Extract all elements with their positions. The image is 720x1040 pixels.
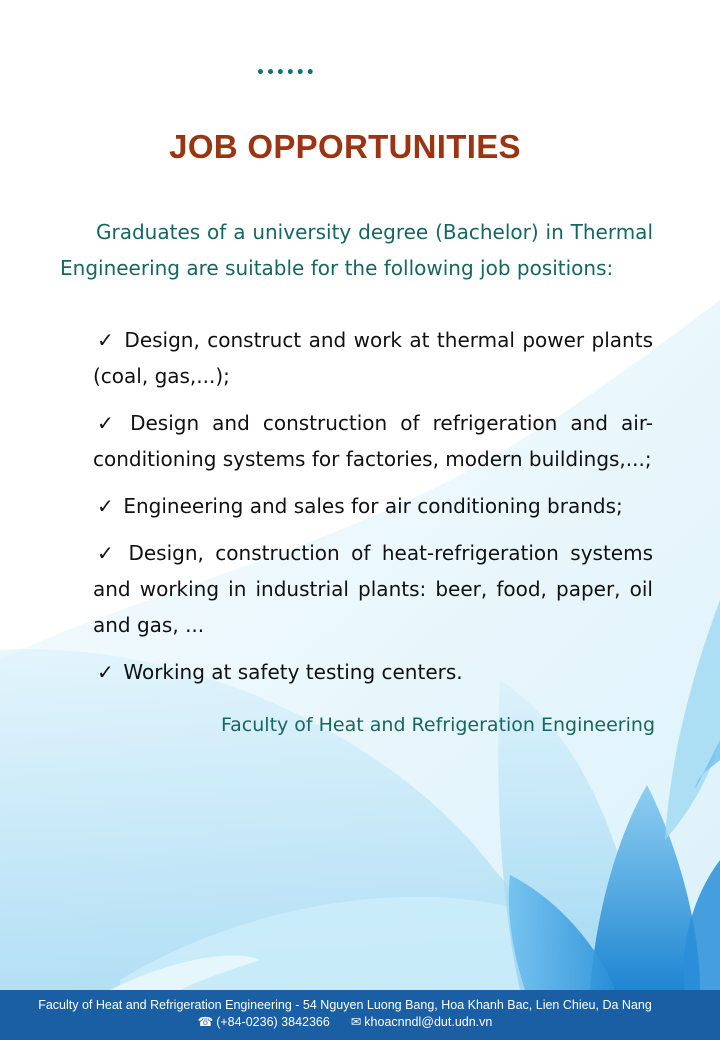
list-item (93, 654, 653, 690)
job-text: Design and construction of refrigeration and air-conditioning systems for factories, modern buildings,...; (93, 411, 654, 471)
check-icon: ✓ (97, 328, 114, 352)
list-item (93, 405, 653, 477)
footer-address: Faculty of Heat and Refrigeration Engineering - 54 Nguyen Luong Bang, Hoa Khanh Bac, Lien Chieu, Da Nang (38, 998, 652, 1012)
footer-bar (0, 990, 720, 1040)
list-item (93, 488, 653, 524)
job-text: Engineering and sales for air conditioning brands; (123, 494, 623, 518)
faculty-signature: Faculty of Heat and Refrigeration Engineering (220, 714, 655, 736)
phone-icon: ☎ (197, 1015, 214, 1029)
job-text: Working at safety testing centers. (123, 660, 463, 684)
check-icon: ✓ (97, 660, 114, 684)
page-title: JOB OPPORTUNITIES (169, 128, 521, 165)
decorative-dots: •••••• (256, 65, 316, 81)
list-item (93, 322, 653, 394)
check-icon: ✓ (97, 411, 114, 435)
footer-phone[interactable]: (+84-0236) 3842366 (216, 1015, 330, 1029)
footer-contact (0, 1014, 690, 1029)
list-item (93, 535, 653, 643)
email-icon: ✉ (350, 1015, 362, 1029)
intro-paragraph: Graduates of a university degree (Bachelor) in Thermal Engineering are suitable for the following job positions: (60, 220, 653, 280)
check-icon: ✓ (97, 541, 114, 565)
footer-email[interactable]: khoacnndl@dut.udn.vn (364, 1015, 493, 1029)
job-text: Design, construct and work at thermal power plants (coal, gas,...); (93, 328, 653, 388)
job-list (93, 322, 653, 701)
check-icon: ✓ (97, 494, 114, 518)
job-text: Design, construction of heat-refrigeration systems and working in industrial plants: beer, food, paper, oil and gas, ... (93, 541, 653, 637)
